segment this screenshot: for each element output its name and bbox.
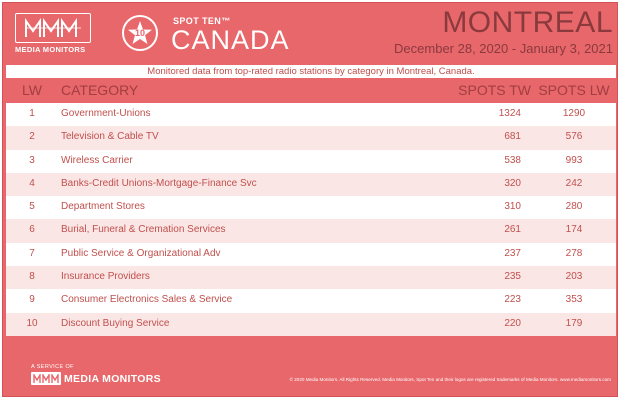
row-rank: 10 — [26, 317, 38, 329]
country-title: CANADA — [171, 25, 290, 55]
row-category: Wireless Carrier — [61, 154, 133, 166]
row-spots-lw: 1290 — [562, 108, 586, 119]
row-spots-tw: 681 — [504, 131, 521, 143]
row-spots-tw: 1324 — [498, 108, 521, 119]
copyright-text: © 2020 Media Monitors. All Rights Reserved. Media Monitors, Spot Ten and their logos are registered trademarks of Media Monitors. www.mediamonitors.com — [289, 377, 611, 382]
footer — [3, 355, 618, 397]
row-spots-lw: 576 — [565, 131, 583, 143]
spot-ten-label: SPOT TEN™ — [173, 16, 231, 26]
row-rank: 2 — [29, 131, 35, 143]
row-spots-tw: 223 — [504, 294, 521, 306]
rankings-table — [6, 79, 616, 332]
row-category: Public Service & Organizational Adv — [61, 247, 221, 259]
row-category: Banks-Credit Unions-Mortgage-Finance Svc — [61, 177, 257, 189]
row-rank: 8 — [29, 271, 35, 283]
table-row — [6, 266, 616, 289]
table-row — [6, 313, 616, 336]
header-category: CATEGORY — [61, 82, 139, 98]
table-row — [6, 173, 616, 196]
header-spots-tw: SPOTS TW — [458, 82, 531, 98]
logo-wordmark: MEDIA MONITORS — [15, 45, 86, 54]
row-rank: 7 — [29, 247, 35, 259]
table-row — [6, 196, 616, 219]
row-rank: 3 — [29, 154, 35, 166]
row-rank: 9 — [29, 294, 35, 306]
city-title: MONTREAL — [442, 6, 613, 39]
row-spots-lw: 993 — [565, 154, 583, 166]
row-spots-tw: 261 — [504, 224, 521, 236]
spot-ten-badge — [122, 15, 158, 51]
row-spots-lw: 174 — [565, 224, 583, 236]
header — [3, 3, 618, 65]
row-rank: 4 — [29, 177, 35, 189]
report-card — [2, 2, 618, 397]
subtitle: Monitored data from top-rated radio stations by category in Montreal, Canada. — [6, 65, 616, 78]
row-rank: 1 — [29, 108, 35, 119]
table-row — [6, 126, 616, 149]
mm-logo-icon — [15, 13, 91, 43]
table-row — [6, 150, 616, 173]
service-of-label: A SERVICE OF — [31, 364, 74, 370]
row-spots-tw: 235 — [504, 271, 521, 283]
row-rank: 5 — [29, 201, 35, 213]
row-category: Discount Buying Service — [61, 317, 170, 329]
row-category: Insurance Providers — [61, 271, 150, 283]
row-category: Department Stores — [61, 201, 145, 213]
mm-footer-icon — [31, 372, 61, 385]
row-category: Burial, Funeral & Cremation Services — [61, 224, 226, 236]
row-spots-tw: 220 — [504, 317, 521, 329]
media-monitors-logo — [15, 13, 101, 57]
row-spots-tw: 320 — [504, 177, 521, 189]
row-spots-lw: 353 — [565, 294, 583, 306]
badge-number: 10 — [134, 28, 145, 38]
row-rank: 6 — [29, 224, 35, 236]
row-spots-lw: 278 — [565, 247, 583, 259]
row-category: Government-Unions — [61, 108, 151, 119]
header-lw: LW — [22, 82, 42, 98]
row-spots-tw: 538 — [504, 154, 521, 166]
header-spots-lw: SPOTS LW — [538, 82, 610, 98]
row-spots-lw: 242 — [565, 177, 583, 189]
row-category: Television & Cable TV — [61, 131, 159, 143]
row-spots-lw: 179 — [565, 317, 583, 329]
table-row — [6, 219, 616, 242]
row-spots-lw: 280 — [565, 201, 583, 213]
footer-logo — [31, 372, 161, 385]
table-row — [6, 289, 616, 312]
row-category: Consumer Electronics Sales & Service — [61, 294, 233, 306]
row-spots-tw: 310 — [504, 201, 521, 213]
date-range: December 28, 2020 - January 3, 2021 — [394, 41, 613, 56]
table-row — [6, 103, 616, 126]
row-spots-tw: 237 — [504, 247, 521, 259]
row-spots-lw: 203 — [565, 271, 583, 283]
footer-wordmark: MEDIA MONITORS — [64, 372, 161, 385]
table-body — [6, 103, 616, 336]
table-header — [6, 79, 616, 103]
table-row — [6, 243, 616, 266]
